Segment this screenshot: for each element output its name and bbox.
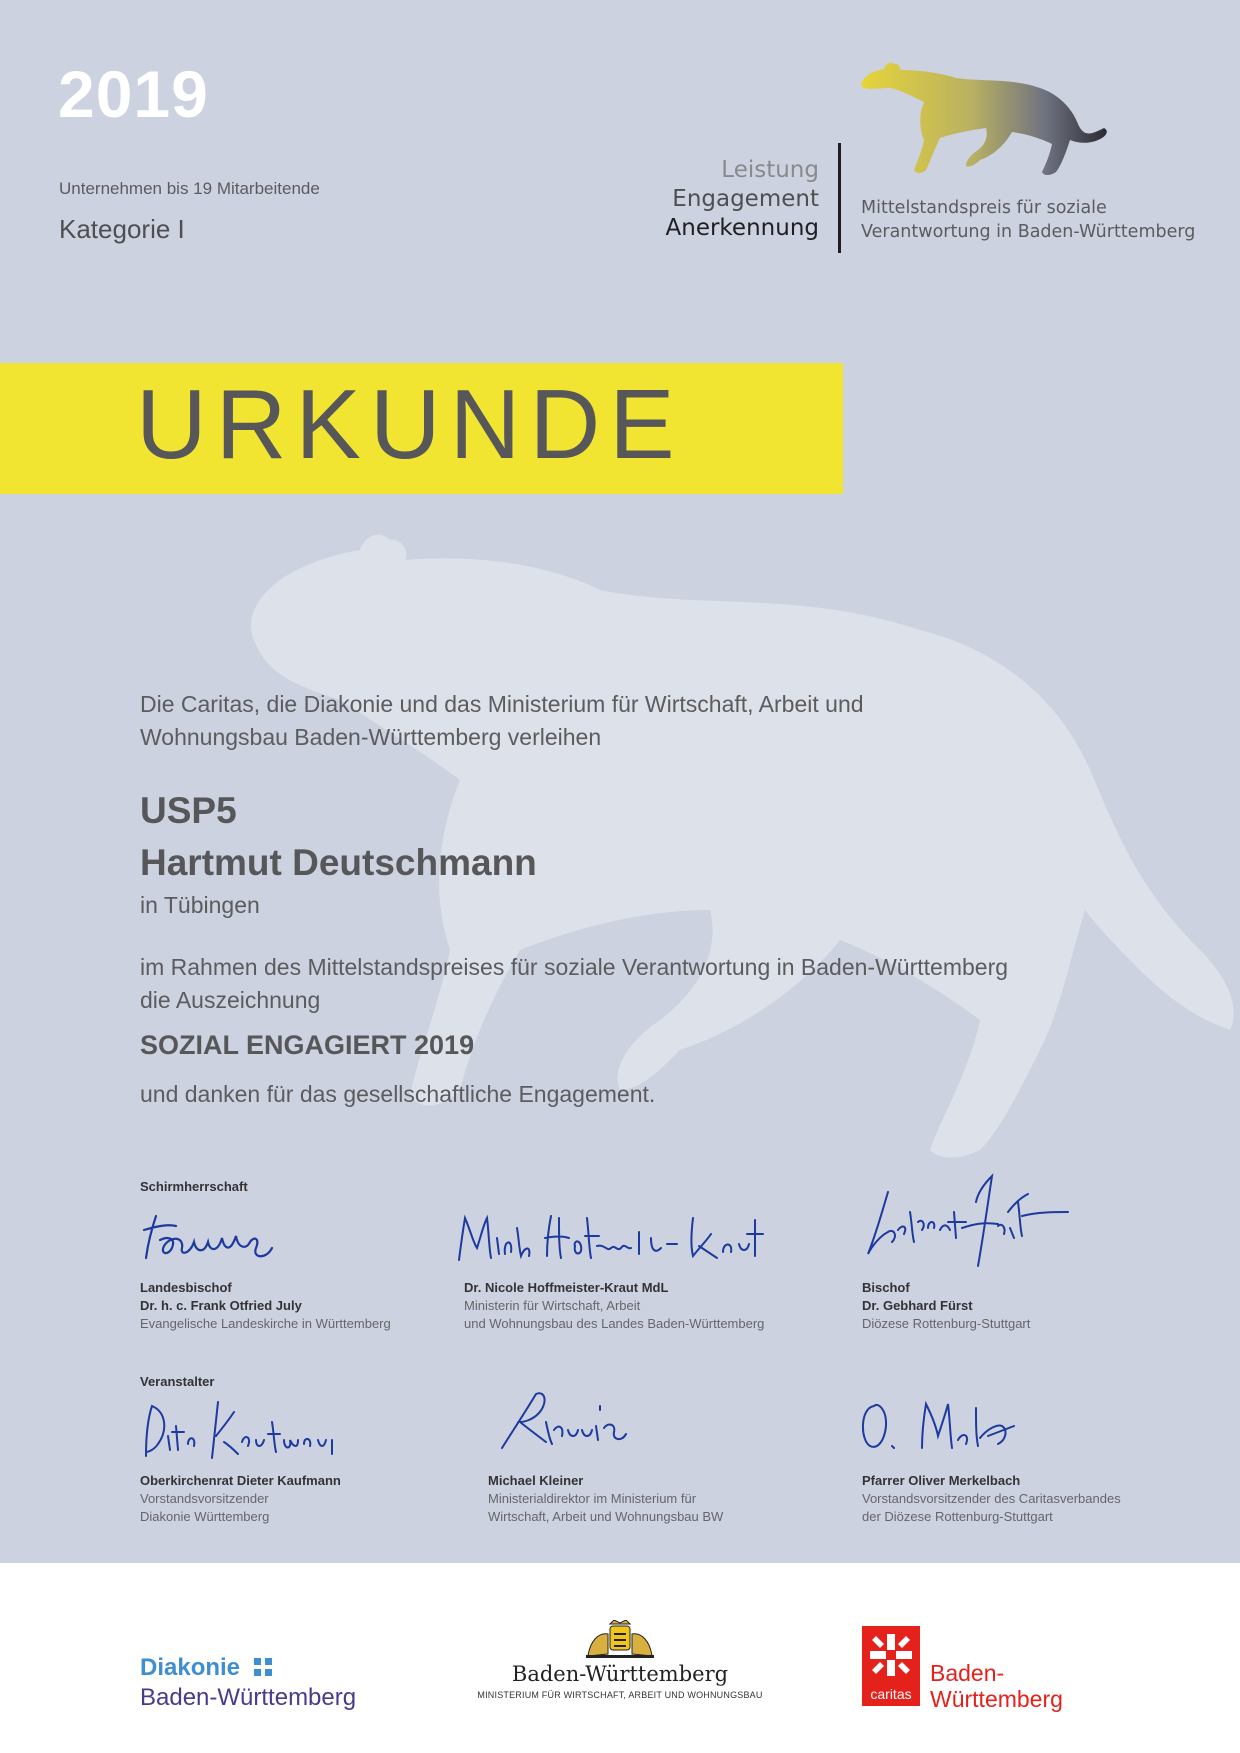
patron-2-org-1: Ministerin für Wirtschaft, Arbeit [464, 1298, 641, 1313]
prize-line-1: Mittelstandspreis für soziale [861, 198, 1107, 218]
award-prize-name [861, 196, 1195, 244]
certificate-year: 2019 [58, 57, 209, 131]
patron-1-org: Evangelische Landeskirche in Württemberg [140, 1316, 391, 1331]
intro-line-1: Die Caritas, die Diakonie und das Ministerium für Wirtschaft, Arbeit und [140, 691, 864, 717]
signature-kaufmann-icon [138, 1396, 338, 1462]
prize-line-2: Verantwortung in Baden-Württemberg [861, 222, 1196, 242]
patron-2-credit [464, 1279, 764, 1333]
organizer-3-credit [862, 1472, 1121, 1526]
certificate-title: URKUNDE [136, 369, 684, 479]
organizer-3-org-2: der Diözese Rottenburg-Stuttgart [862, 1509, 1053, 1524]
patron-2-name: Dr. Nicole Hoffmeister-Kraut MdL [464, 1280, 669, 1295]
recipient-name: Hartmut Deutschmann [140, 842, 537, 883]
recipient-location: in Tübingen [140, 892, 260, 918]
caritas-flame-cross-icon [862, 1626, 920, 1684]
intro-line-2: Wohnungsbau Baden-Württemberg verleihen [140, 724, 602, 750]
ministry-logo [470, 1620, 770, 1700]
patron-1-role: Landesbischof [140, 1280, 232, 1295]
thanks-text: und danken für das gesellschaftliche Engagement. [140, 1081, 656, 1107]
slogan-line-3: Anerkennung [665, 215, 819, 241]
caritas-region [930, 1660, 1063, 1712]
organizer-label: Veranstalter [140, 1374, 215, 1389]
organizer-1-org-1: Vorstandsvorsitzender [140, 1491, 269, 1506]
intro-text [140, 688, 1040, 754]
award-divider [838, 143, 841, 253]
recipient-company: USP5 [140, 790, 237, 831]
frame-line-1: im Rahmen des Mittelstandspreises für soziale Verantwortung in Baden-Württemberg [140, 954, 1009, 980]
signature-fuerst-icon [858, 1172, 1078, 1272]
diakonie-logo [140, 1654, 356, 1712]
slogan-line-2: Engagement [672, 186, 819, 212]
organizer-1-org-2: Diakonie Württemberg [140, 1509, 270, 1524]
organizer-1-name: Oberkirchenrat Dieter Kaufmann [140, 1473, 341, 1488]
patron-3-credit [862, 1279, 1030, 1333]
slogan-line-1: Leistung [721, 157, 819, 183]
caritas-region-line-1: Baden- [930, 1660, 1005, 1686]
diakonie-wordmark [140, 1654, 356, 1682]
signature-merkelbach-icon [858, 1396, 1018, 1456]
state-name: Baden-Württemberg [511, 1662, 729, 1686]
diakonie-name: Diakonie [140, 1654, 241, 1681]
patron-3-name: Dr. Gebhard Fürst [862, 1298, 973, 1313]
organizer-3-org-1: Vorstandsvorsitzender des Caritasverbandes [862, 1491, 1121, 1506]
category-subtitle: Unternehmen bis 19 Mitarbeitende [59, 179, 320, 198]
patron-1-credit [140, 1279, 391, 1333]
organizer-2-org-2: Wirtschaft, Arbeit und Wohnungsbau BW [488, 1509, 724, 1524]
diakonie-region: Baden-Württemberg [140, 1684, 357, 1711]
signature-kleiner-icon [496, 1386, 646, 1456]
recipient [140, 785, 537, 889]
category-label: Kategorie I [59, 214, 185, 244]
award-slogan [560, 156, 819, 243]
signature-july-icon [138, 1208, 308, 1268]
patron-1-name: Dr. h. c. Frank Otfried July [140, 1298, 302, 1313]
ministry-name: MINISTERIUM FÜR WIRTSCHAFT, ARBEIT UND WOHNUNGSBAU [477, 1690, 763, 1700]
signature-hoffmeister-icon [455, 1208, 765, 1268]
award-frame-text [140, 951, 1100, 1017]
organizer-2-org-1: Ministerialdirektor im Ministerium für [488, 1491, 697, 1506]
patron-3-org: Diözese Rottenburg-Stuttgart [862, 1316, 1031, 1331]
organizer-1-credit [140, 1472, 341, 1526]
state-coat-of-arms-icon [580, 1620, 660, 1660]
caritas-word: caritas [870, 1686, 912, 1702]
patron-3-role: Bischof [862, 1280, 910, 1295]
organizer-2-name: Michael Kleiner [488, 1473, 584, 1488]
diakonie-cross-icon [253, 1657, 273, 1677]
patronage-label: Schirmherrschaft [140, 1179, 248, 1194]
panther-icon [860, 60, 1110, 180]
patron-2-org-2: und Wohnungsbau des Landes Baden-Württemberg [464, 1316, 765, 1331]
frame-line-2: die Auszeichnung [140, 987, 321, 1013]
distinction-title: SOZIAL ENGAGIERT 2019 [140, 1030, 475, 1060]
caritas-region-line-2: Württemberg [930, 1686, 1063, 1712]
organizer-3-name: Pfarrer Oliver Merkelbach [862, 1473, 1021, 1488]
organizer-2-credit [488, 1472, 723, 1526]
